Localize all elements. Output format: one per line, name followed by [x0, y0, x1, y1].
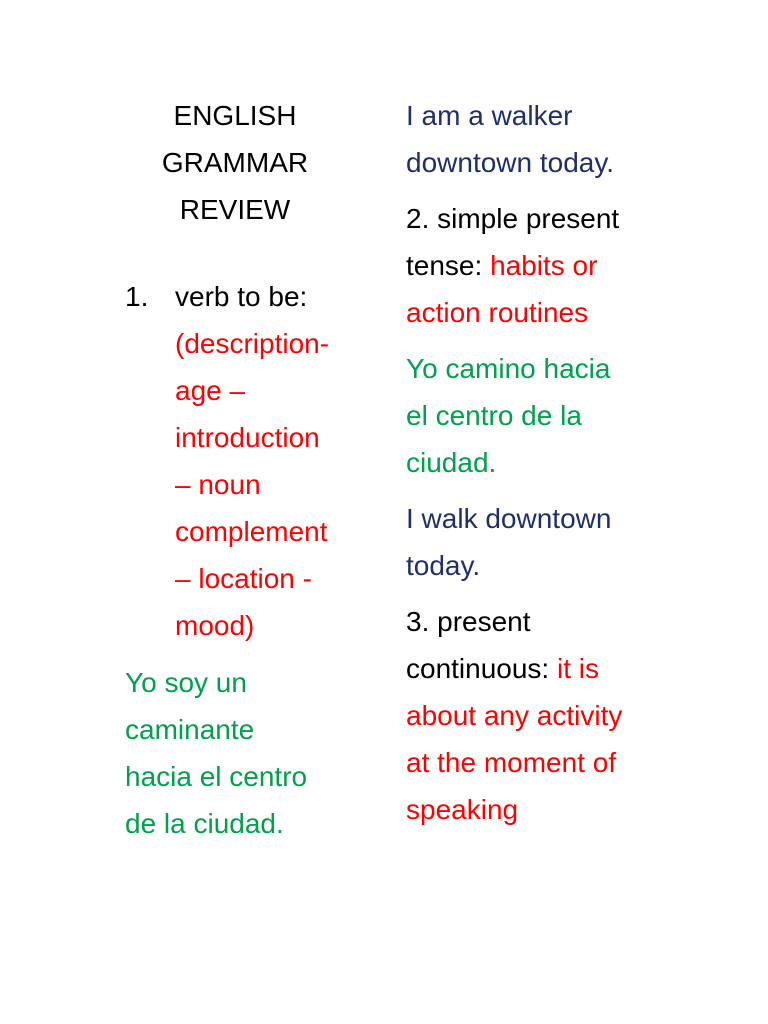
list-item-verb-to-be: [125, 273, 375, 649]
english-example-2: [406, 495, 746, 589]
example-line: caminante: [125, 714, 255, 745]
example-line: I walk downtown: [406, 503, 612, 534]
title-line: REVIEW: [179, 194, 291, 225]
title-line: GRAMMAR: [161, 147, 309, 178]
explanation-line: mood): [175, 610, 255, 641]
spanish-example-2: [406, 345, 746, 486]
explanation-line: introduction: [175, 422, 320, 453]
list-item-present-continuous: [406, 598, 746, 833]
example-line: hacia el centro: [125, 761, 308, 792]
right-column: [406, 92, 746, 842]
example-line: downtown today.: [406, 147, 615, 178]
explanation-line: (description-: [175, 328, 330, 359]
item-label: 3. present: [406, 606, 531, 637]
explanation-line: age –: [175, 375, 246, 406]
list-number: 1.: [125, 281, 149, 312]
item-explanation: speaking: [406, 794, 519, 825]
item-label-line: [406, 242, 746, 289]
example-line: Yo camino hacia: [406, 353, 611, 384]
example-line: Yo soy un: [125, 667, 247, 698]
item-explanation: at the moment of: [406, 747, 617, 778]
left-column: [125, 92, 375, 847]
explanation-line: – noun: [175, 469, 261, 500]
explanation-line: – location -: [175, 563, 312, 594]
document-title: [125, 92, 345, 233]
item-explanation: action routines: [406, 297, 589, 328]
spanish-example-1: [120, 659, 375, 847]
item-explanation: [175, 320, 375, 649]
item-label: verb to be:: [175, 281, 308, 312]
example-line: el centro de la: [406, 400, 582, 431]
item-explanation: habits or: [490, 250, 598, 281]
example-line: ciudad.: [406, 447, 497, 478]
item-label-suffix: tense:: [406, 250, 491, 281]
title-line: ENGLISH: [173, 100, 297, 131]
item-label-suffix: continuous:: [406, 653, 557, 684]
list-item-simple-present: [406, 195, 746, 336]
example-line: I am a walker: [406, 100, 573, 131]
explanation-line: complement: [175, 516, 328, 547]
item-explanation: it is: [557, 653, 599, 684]
item-label-line: [406, 645, 746, 692]
item-explanation: about any activity: [406, 700, 623, 731]
item-label: 2. simple present: [406, 203, 620, 234]
example-line: de la ciudad.: [125, 808, 284, 839]
example-line: today.: [406, 550, 481, 581]
english-example-1: [406, 92, 746, 186]
